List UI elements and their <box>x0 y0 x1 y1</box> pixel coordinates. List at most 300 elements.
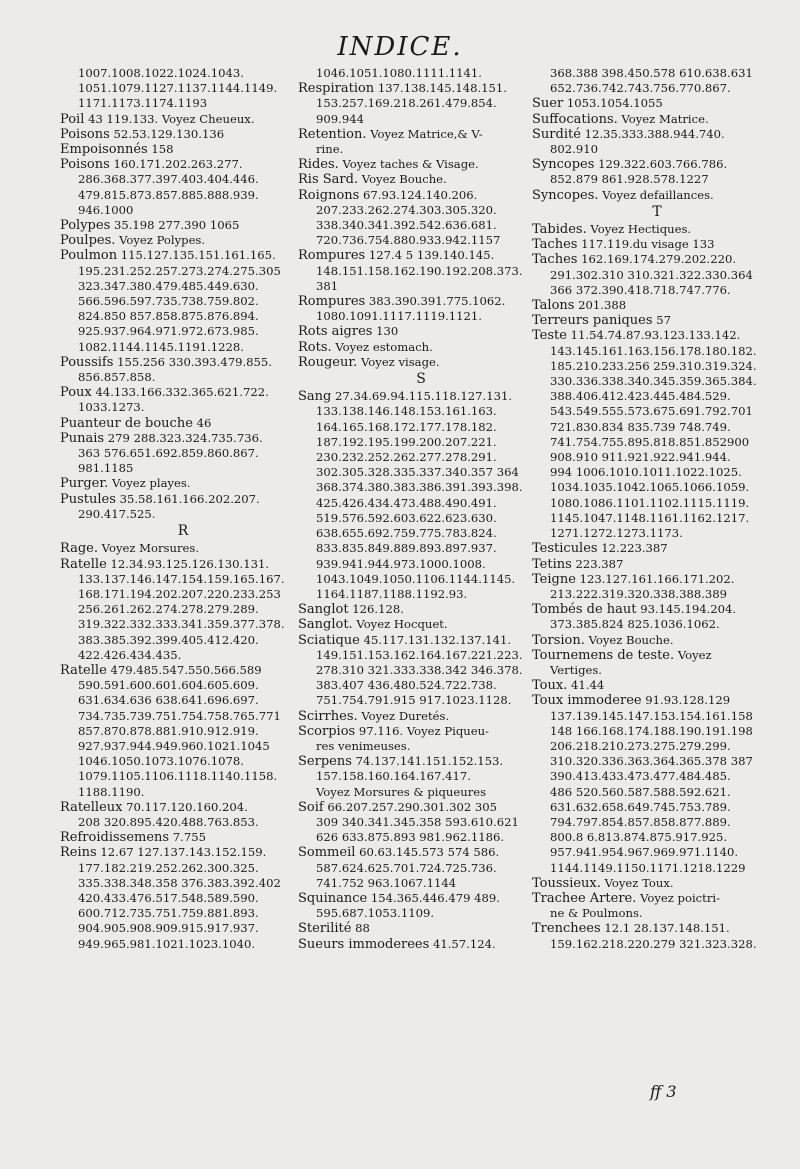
index-entry <box>532 937 782 952</box>
index-entry <box>60 617 306 632</box>
entry-pages: 981.1185 <box>78 461 134 476</box>
index-entry <box>532 769 782 784</box>
entry-pages: 479.815.873.857.885.888.939. <box>78 187 259 202</box>
entry-pages: 994 1006.1010.1011.1022.1025. <box>550 465 742 480</box>
entry-pages: 52.53.129.130.136 <box>113 126 225 141</box>
index-entry <box>532 800 782 815</box>
index-entry <box>532 648 782 663</box>
entry-term: Tabides. <box>532 222 587 238</box>
entry-term: Ratelleux <box>60 799 123 815</box>
entry-pages: 208 320.895.420.488.763.853. <box>78 814 259 829</box>
index-entry <box>60 370 306 385</box>
entry-pages: 27.34.69.94.115.118.127.131. <box>335 389 513 404</box>
entry-pages: Voyez Morsures & piqueures <box>316 784 487 799</box>
entry-term: Suffocations. <box>532 111 618 127</box>
entry-pages: 126.128. <box>352 602 404 617</box>
index-entry <box>60 937 306 952</box>
index-entry <box>298 511 544 526</box>
entry-pages: 600.712.735.751.759.881.893. <box>78 906 259 921</box>
index-entry <box>60 739 306 754</box>
entry-pages: 66.207.257.290.301.302 305 <box>327 799 498 814</box>
index-entry <box>532 404 782 419</box>
index-entry <box>298 264 544 279</box>
entry-pages: 290.417.525. <box>78 506 156 521</box>
entry-pages: 7.755 <box>172 830 206 845</box>
index-entry <box>60 785 306 800</box>
entry-pages: 1082.1144.1145.1191.1228. <box>78 339 244 354</box>
entry-pages: 957.941.954.967.969.971.1140. <box>550 845 739 860</box>
index-entry <box>298 172 544 187</box>
entry-term: Sanglot. <box>298 617 353 633</box>
entry-pages: 153.257.169.218.261.479.854. <box>316 96 497 111</box>
entry-term: Rompures <box>298 294 366 310</box>
index-entry <box>532 587 782 602</box>
index-entry <box>298 218 544 233</box>
index-entry <box>298 233 544 248</box>
entry-pages: 335.338.348.358 376.383.392.402 <box>78 875 281 890</box>
entry-pages: ne & Poulmons. <box>550 906 643 921</box>
entry-term: Poil <box>60 111 85 127</box>
entry-term: Trenchees <box>532 921 601 937</box>
entry-pages: 1043.1049.1050.1106.1144.1145. <box>316 571 516 586</box>
index-entry <box>60 309 306 324</box>
entry-pages: 1034.1035.1042.1065.1066.1059. <box>550 480 750 495</box>
entry-term: Reins <box>60 845 97 861</box>
entry-pages: Voyez Toux. <box>604 875 674 890</box>
entry-term: Roignons <box>298 187 360 203</box>
index-entry <box>532 845 782 860</box>
entry-pages: 857.870.878.881.910.912.919. <box>78 723 259 738</box>
index-entry <box>298 633 544 648</box>
entry-pages: 373.385.824 825.1036.1062. <box>550 617 720 632</box>
index-entry <box>60 815 306 830</box>
entry-pages: 41.57.124. <box>432 936 496 951</box>
entry-term: Pustules <box>60 491 116 507</box>
entry-pages: 137.139.145.147.153.154.161.158 <box>550 708 753 723</box>
entry-pages: 149.151.153.162.164.167.221.223. <box>316 647 523 662</box>
index-entry <box>60 906 306 921</box>
entry-pages: 137.138.145.148.151. <box>377 81 507 96</box>
entry-pages: 168.171.194.202.207.220.233.253 <box>78 586 281 601</box>
index-entry <box>60 921 306 936</box>
entry-pages: 12.223.387 <box>601 541 668 556</box>
index-entry <box>298 420 544 435</box>
entry-pages: 638.655.692.759.775.783.824. <box>316 526 497 541</box>
entry-pages: 12.1 28.137.148.151. <box>604 921 730 936</box>
entry-pages: 12.34.93.125.126.130.131. <box>110 556 270 571</box>
entry-pages: 123.127.161.166.171.202. <box>579 571 735 586</box>
entry-pages: Voyez visage. <box>360 354 440 369</box>
index-entry <box>60 663 306 678</box>
entry-pages: Voyez <box>677 647 712 662</box>
entry-pages: 91.93.128.129 <box>645 693 731 708</box>
entry-pages: 130 <box>376 324 399 339</box>
entry-pages: 43 119.133. Voyez Cheueux. <box>88 111 255 126</box>
entry-pages: 852.879 861.928.578.1227 <box>550 172 709 187</box>
index-entry <box>60 188 306 203</box>
entry-pages: 946.1000 <box>78 202 134 217</box>
index-entry <box>532 389 782 404</box>
index-entry <box>298 294 544 309</box>
index-entry <box>532 557 782 572</box>
entry-pages: Voyez estomach. <box>335 339 433 354</box>
index-entry <box>60 461 306 476</box>
entry-pages: 1046.1050.1073.1076.1078. <box>78 754 244 769</box>
index-entry <box>298 663 544 678</box>
entry-pages: 319.322.332.333.341.359.377.378. <box>78 617 285 632</box>
entry-term: Serpens <box>298 754 352 770</box>
index-entry <box>60 66 306 81</box>
entry-term: Sang <box>298 389 332 405</box>
index-entry <box>60 218 306 233</box>
index-entry <box>532 252 782 267</box>
entry-term: Respiration <box>298 81 375 97</box>
index-entry <box>298 709 544 724</box>
entry-pages: 486 520.560.587.588.592.621. <box>550 784 731 799</box>
index-entry <box>532 222 782 237</box>
index-entry <box>532 313 782 328</box>
entry-term: Trachee Artere. <box>532 890 637 906</box>
entry-pages: 587.624.625.701.724.725.736. <box>316 860 497 875</box>
entry-pages: 148.151.158.162.190.192.208.373. <box>316 263 523 278</box>
entry-pages: 925.937.964.971.972.673.985. <box>78 324 259 339</box>
index-entry <box>298 906 544 921</box>
entry-pages: 286.368.377.397.403.404.446. <box>78 172 259 187</box>
entry-pages: Voyez Hectiques. <box>590 222 692 237</box>
section-letter: R <box>177 523 189 540</box>
entry-term: Poux <box>60 385 92 401</box>
entry-pages: 158 <box>151 142 174 157</box>
index-entry <box>60 845 306 860</box>
index-entry <box>532 709 782 724</box>
entry-pages: 309 340.341.345.358 593.610.621 <box>316 814 519 829</box>
entry-pages: 195.231.252.257.273.274.275.305 <box>78 263 281 278</box>
index-entry <box>60 248 306 263</box>
entry-pages: 626 633.875.893 981.962.1186. <box>316 830 505 845</box>
index-column-1 <box>60 66 306 952</box>
entry-pages: 133.138.146.148.153.161.163. <box>316 404 497 419</box>
index-entry <box>298 526 544 541</box>
index-entry <box>60 279 306 294</box>
index-entry <box>532 633 782 648</box>
entry-term: Tombés de haut <box>532 602 637 618</box>
index-entry <box>298 557 544 572</box>
index-entry <box>60 142 306 157</box>
entry-pages: 157.158.160.164.167.417. <box>316 769 471 784</box>
entry-pages: 425.426.434.473.488.490.491. <box>316 495 497 510</box>
entry-term: Rage. <box>60 541 98 557</box>
entry-pages: 949.965.981.1021.1023.1040. <box>78 936 256 951</box>
entry-pages: 383.385.392.399.405.412.420. <box>78 632 259 647</box>
index-entry <box>532 921 782 936</box>
entry-pages: 939.941.944.973.1000.1008. <box>316 556 486 571</box>
entry-pages: 824.850 857.858.875.876.894. <box>78 309 259 324</box>
entry-term: Ratelle <box>60 662 107 678</box>
index-entry <box>532 268 782 283</box>
index-entry <box>298 309 544 324</box>
index-entry <box>532 344 782 359</box>
entry-pages: 155.256 330.393.479.855. <box>117 354 272 369</box>
index-entry <box>298 678 544 693</box>
entry-pages: 117.119.du visage 133 <box>581 237 715 252</box>
index-entry <box>298 81 544 96</box>
entry-pages: 127.4 5 139.140.145. <box>368 248 495 263</box>
index-entry <box>532 66 782 81</box>
entry-pages: 129.322.603.766.786. <box>598 157 728 172</box>
index-entry <box>532 861 782 876</box>
index-entry <box>60 492 306 507</box>
entry-term: Puanteur de bouche <box>60 415 193 431</box>
entry-pages: 519.576.592.603.622.623.630. <box>316 510 497 525</box>
entry-pages: Voyez Hocquet. <box>356 617 448 632</box>
index-entry <box>532 450 782 465</box>
index-entry <box>532 465 782 480</box>
index-entry <box>60 127 306 142</box>
index-entry <box>60 861 306 876</box>
index-entry <box>532 906 782 921</box>
index-entry <box>298 355 544 370</box>
index-entry <box>298 724 544 739</box>
index-entry <box>298 248 544 263</box>
entry-term: Soif <box>298 799 324 815</box>
entry-pages: 177.182.219.252.262.300.325. <box>78 860 259 875</box>
index-entry <box>532 127 782 142</box>
index-entry <box>298 769 544 784</box>
index-entry <box>60 754 306 769</box>
entry-pages: 1080.1086.1101.1102.1115.1119. <box>550 495 750 510</box>
index-entry <box>532 876 782 891</box>
index-entry <box>298 203 544 218</box>
index-entry <box>60 324 306 339</box>
index-entry <box>532 298 782 313</box>
entry-pages: 207.233.262.274.303.305.320. <box>316 202 497 217</box>
entry-pages: 70.117.120.160.204. <box>126 799 248 814</box>
entry-pages: 159.162.218.220.279 321.323.328. <box>550 936 757 951</box>
index-entry <box>298 435 544 450</box>
entry-term: Sanglot <box>298 602 349 618</box>
index-entry <box>298 739 544 754</box>
index-entry <box>298 127 544 142</box>
index-entry <box>532 283 782 298</box>
index-entry <box>60 572 306 587</box>
entry-term: Sueurs immoderees <box>298 936 430 952</box>
index-entry <box>532 617 782 632</box>
entry-pages: 154.365.446.479 489. <box>370 890 500 905</box>
entry-pages: 44.133.166.332.365.621.722. <box>95 385 269 400</box>
entry-pages: 46 <box>196 415 212 430</box>
entry-term: Rides. <box>298 157 339 173</box>
index-entry <box>532 511 782 526</box>
index-entry <box>532 435 782 450</box>
index-entry <box>298 188 544 203</box>
entry-term: Syncopes <box>532 157 595 173</box>
entry-pages: 631.634.636 638.641.696.697. <box>78 693 259 708</box>
entry-pages: 927.937.944.949.960.1021.1045 <box>78 738 270 753</box>
index-entry <box>532 602 782 617</box>
index-entry <box>532 328 782 343</box>
entry-term: Rots. <box>298 339 332 355</box>
index-entry <box>298 602 544 617</box>
entry-pages: 1033.1273. <box>78 400 145 415</box>
index-entry <box>532 541 782 556</box>
entry-pages: 57 <box>656 313 671 328</box>
entry-term: Toux. <box>532 678 568 694</box>
entry-term: Squinance <box>298 890 368 906</box>
entry-pages: 390.413.433.473.477.484.485. <box>550 769 731 784</box>
index-entry <box>60 648 306 663</box>
index-entry <box>298 465 544 480</box>
index-entry <box>532 172 782 187</box>
index-entry <box>298 876 544 891</box>
entry-term: Taches <box>532 252 578 268</box>
entry-term: Teste <box>532 328 567 344</box>
index-entry <box>298 157 544 172</box>
entry-term: Ris Sard. <box>298 172 359 188</box>
entry-pages: 164.165.168.172.177.178.182. <box>316 419 497 434</box>
entry-pages: 1171.1173.1174.1193 <box>78 96 208 111</box>
entry-term: Scirrhes. <box>298 708 358 724</box>
entry-pages: Voyez taches & Visage. <box>342 157 479 172</box>
index-entry <box>60 416 306 431</box>
entry-pages: 904.905.908.909.915.917.937. <box>78 921 259 936</box>
entry-term: Surdité <box>532 126 581 142</box>
index-entry <box>298 66 544 81</box>
entry-term: Retention. <box>298 126 367 142</box>
index-entry <box>60 633 306 648</box>
index-entry <box>60 709 306 724</box>
entry-term: Poussifs <box>60 354 114 370</box>
index-entry <box>532 188 782 203</box>
index-entry <box>532 815 782 830</box>
entry-pages: 1271.1272.1273.1173. <box>550 526 683 541</box>
index-entry <box>532 678 782 693</box>
entry-pages: 45.117.131.132.137.141. <box>363 632 512 647</box>
entry-term: Tournemens de teste. <box>532 647 675 663</box>
entry-pages: 794.797.854.857.858.877.889. <box>550 814 731 829</box>
entry-pages: 1188.1190. <box>78 784 145 799</box>
entry-pages: res venimeuses. <box>316 738 411 753</box>
entry-pages: 35.198 277.390 1065 <box>113 218 240 233</box>
entry-pages: 751.754.791.915 917.1023.1128. <box>316 693 512 708</box>
entry-term: Purger. <box>60 476 109 492</box>
signature-mark: ff 3 <box>650 1082 677 1101</box>
index-entry <box>298 845 544 860</box>
entry-pages: 88 <box>355 921 370 936</box>
index-entry <box>298 541 544 556</box>
index-entry <box>298 96 544 111</box>
entry-term: Punais <box>60 430 105 446</box>
entry-pages: 230.232.252.262.277.278.291. <box>316 450 497 465</box>
entry-pages: 291.302.310 310.321.322.330.364 <box>550 267 753 282</box>
entry-pages: 1007.1008.1022.1024.1043. <box>78 66 244 80</box>
entry-pages: 652.736.742.743.756.770.867. <box>550 81 731 96</box>
entry-term: Tetins <box>532 556 572 572</box>
entry-pages: 1051.1079.1127.1137.1144.1149. <box>78 81 278 96</box>
entry-pages: 148 166.168.174.188.190.191.198 <box>550 723 753 738</box>
page-header: INDICE. <box>337 32 463 62</box>
index-entry <box>60 400 306 415</box>
index-entry <box>298 937 544 952</box>
entry-pages: Vertiges. <box>550 662 602 677</box>
entry-pages: 1079.1105.1106.1118.1140.1158. <box>78 769 278 784</box>
index-entry <box>60 294 306 309</box>
entry-pages: Voyez Bouche. <box>361 172 447 187</box>
index-entry <box>532 891 782 906</box>
entry-pages: Voyez playes. <box>111 476 191 491</box>
index-entry <box>298 891 544 906</box>
entry-term: Rompures <box>298 248 366 264</box>
index-entry <box>298 617 544 632</box>
index-entry <box>532 142 782 157</box>
entry-pages: 185.210.233.256 259.310.319.324. <box>550 358 757 373</box>
index-entry <box>532 754 782 769</box>
entry-term: Sterilité <box>298 921 352 937</box>
entry-pages: 566.596.597.735.738.759.802. <box>78 294 259 309</box>
index-entry <box>60 800 306 815</box>
index-entry <box>298 112 544 127</box>
index-entry <box>298 830 544 845</box>
entry-pages: 734.735.739.751.754.758.765.771 <box>78 708 281 723</box>
entry-pages: 1164.1187.1188.1192.93. <box>316 586 468 601</box>
index-entry <box>298 785 544 800</box>
entry-pages: 93.145.194.204. <box>640 602 737 617</box>
entry-term: Polypes <box>60 218 111 234</box>
index-column-3 <box>532 66 782 952</box>
index-entry <box>60 507 306 522</box>
entry-term: Taches <box>532 237 578 253</box>
entry-pages: 160.171.202.263.277. <box>113 157 243 172</box>
entry-pages: 909.944 <box>316 111 364 126</box>
entry-term: Torsion. <box>532 632 585 648</box>
index-entry <box>298 815 544 830</box>
entry-pages: 833.835.849.889.893.897.937. <box>316 541 497 556</box>
index-entry <box>298 572 544 587</box>
index-entry <box>298 754 544 769</box>
entry-pages: 721.830.834 835.739 748.749. <box>550 419 731 434</box>
entry-term: Terreurs paniques <box>532 313 653 329</box>
entry-pages: rine. <box>316 142 344 157</box>
index-entry <box>60 876 306 891</box>
index-entry <box>60 385 306 400</box>
entry-term: Ratelle <box>60 556 107 572</box>
entry-pages: 256.261.262.274.278.279.289. <box>78 602 259 617</box>
entry-pages: 143.145.161.163.156.178.180.182. <box>550 343 757 358</box>
index-entry <box>60 693 306 708</box>
entry-pages: 41.44 <box>571 678 605 693</box>
index-entry <box>298 279 544 294</box>
index-entry <box>532 157 782 172</box>
entry-pages: Voyez poictri- <box>640 890 720 905</box>
entry-pages: 201.388 <box>578 298 627 313</box>
index-entry <box>60 724 306 739</box>
index-entry <box>60 587 306 602</box>
index-entry <box>60 891 306 906</box>
index-entry <box>532 374 782 389</box>
index-entry <box>60 557 306 572</box>
index-entry <box>60 233 306 248</box>
entry-pages: 422.426.434.435. <box>78 647 182 662</box>
index-entry <box>532 830 782 845</box>
index-entry <box>60 340 306 355</box>
entry-pages: 162.169.174.279.202.220. <box>581 252 737 267</box>
entry-pages: 323.347.380.479.485.449.630. <box>78 278 259 293</box>
entry-term: Sommeil <box>298 845 356 861</box>
index-entry <box>532 739 782 754</box>
index-entry <box>298 587 544 602</box>
entry-pages: 383.407 436.480.524.722.738. <box>316 678 497 693</box>
entry-term: Poulpes. <box>60 233 116 249</box>
entry-pages: 12.35.333.388.944.740. <box>584 126 725 141</box>
